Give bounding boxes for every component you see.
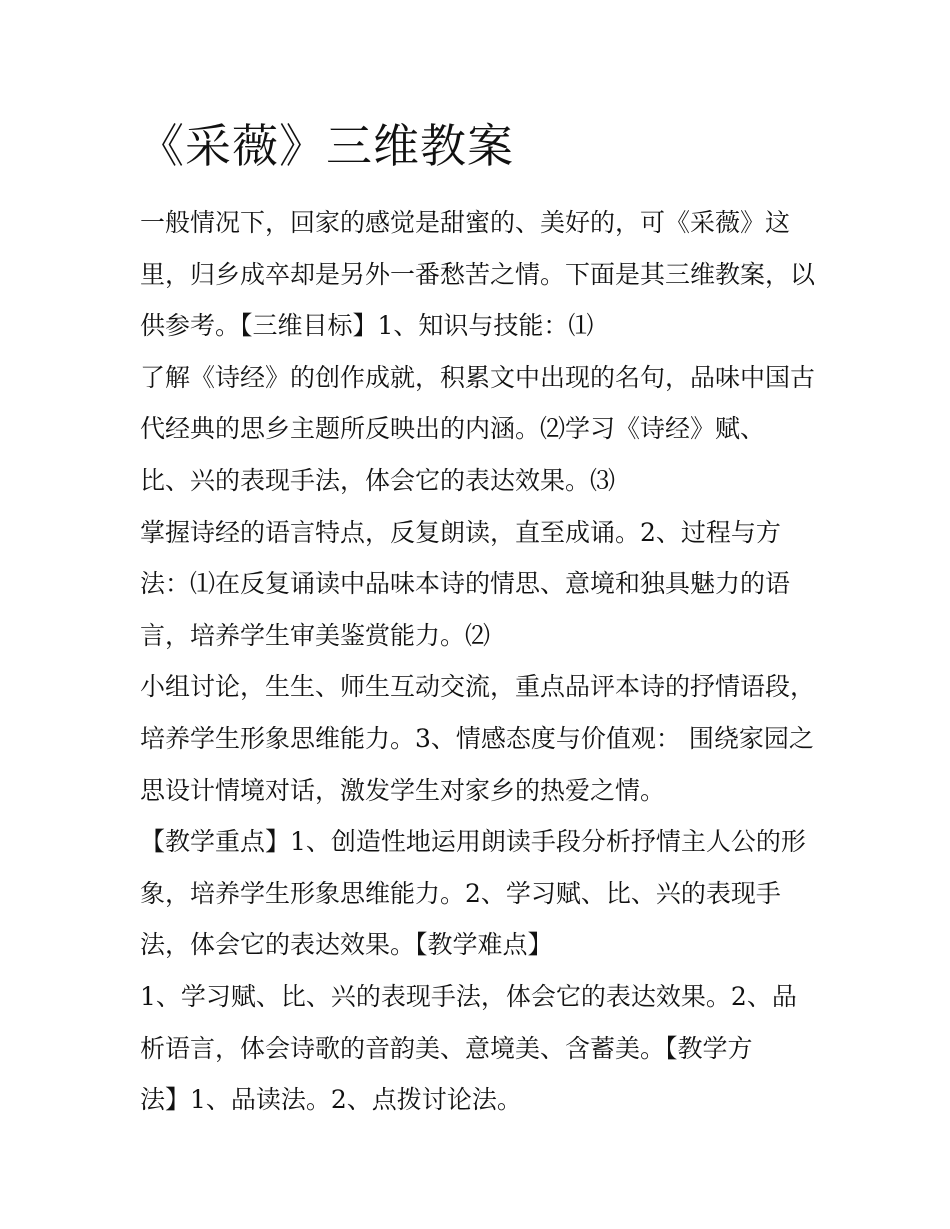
body-line: 法，体会它的表达效果。【教学难点】 [140, 930, 553, 960]
body-line: 法】1、品读法。2、点拨讨论法。 [140, 1085, 522, 1115]
body-line: 【教学重点】1、创造性地运用朗读手段分析抒情主人公的形 [140, 827, 806, 857]
body-line: 了解《诗经》的创作成就，积累文中出现的名句，品味中国古 [140, 362, 816, 392]
document-body [140, 197, 830, 1126]
document-title: 《采薇》三维教案 [138, 119, 514, 173]
body-line: 1、学习赋、比、兴的表现手法，体会它的表达效果。2、品 [140, 981, 797, 1011]
body-line: 供参考。【三维目标】1、知识与技能：⑴ [140, 311, 594, 341]
body-line: 代经典的思乡主题所反映出的内涵。⑵学习《诗经》赋、 [140, 414, 766, 444]
body-line: 比、兴的表现手法，体会它的表达效果。⑶ [140, 465, 616, 495]
body-line: 里，归乡成卒却是另外一番愁苦之情。下面是其三维教案，以 [140, 259, 816, 289]
body-line: 培养学生形象思维能力。3、情感态度与价值观： 围绕家园之 [140, 723, 814, 753]
body-line: 言，培养学生审美鉴赏能力。⑵ [140, 620, 491, 650]
body-line: 法：⑴在反复诵读中品味本诗的情思、意境和独具魅力的语 [140, 569, 791, 599]
body-line: 思设计情境对话，激发学生对家乡的热爱之情。 [140, 775, 666, 805]
body-line: 掌握诗经的语言特点，反复朗读，直至成诵。2、过程与方 [140, 517, 781, 547]
body-line: 小组讨论，生生、师生互动交流，重点品评本诗的抒情语段， [140, 672, 816, 702]
body-line: 析语言，体会诗歌的音韵美、意境美、含蓄美。【教学方 [140, 1033, 753, 1063]
body-line: 一般情况下，回家的感觉是甜蜜的、美好的，可《采薇》这 [140, 208, 791, 237]
body-line: 象，培养学生形象思维能力。2、学习赋、比、兴的表现手 [140, 878, 781, 908]
